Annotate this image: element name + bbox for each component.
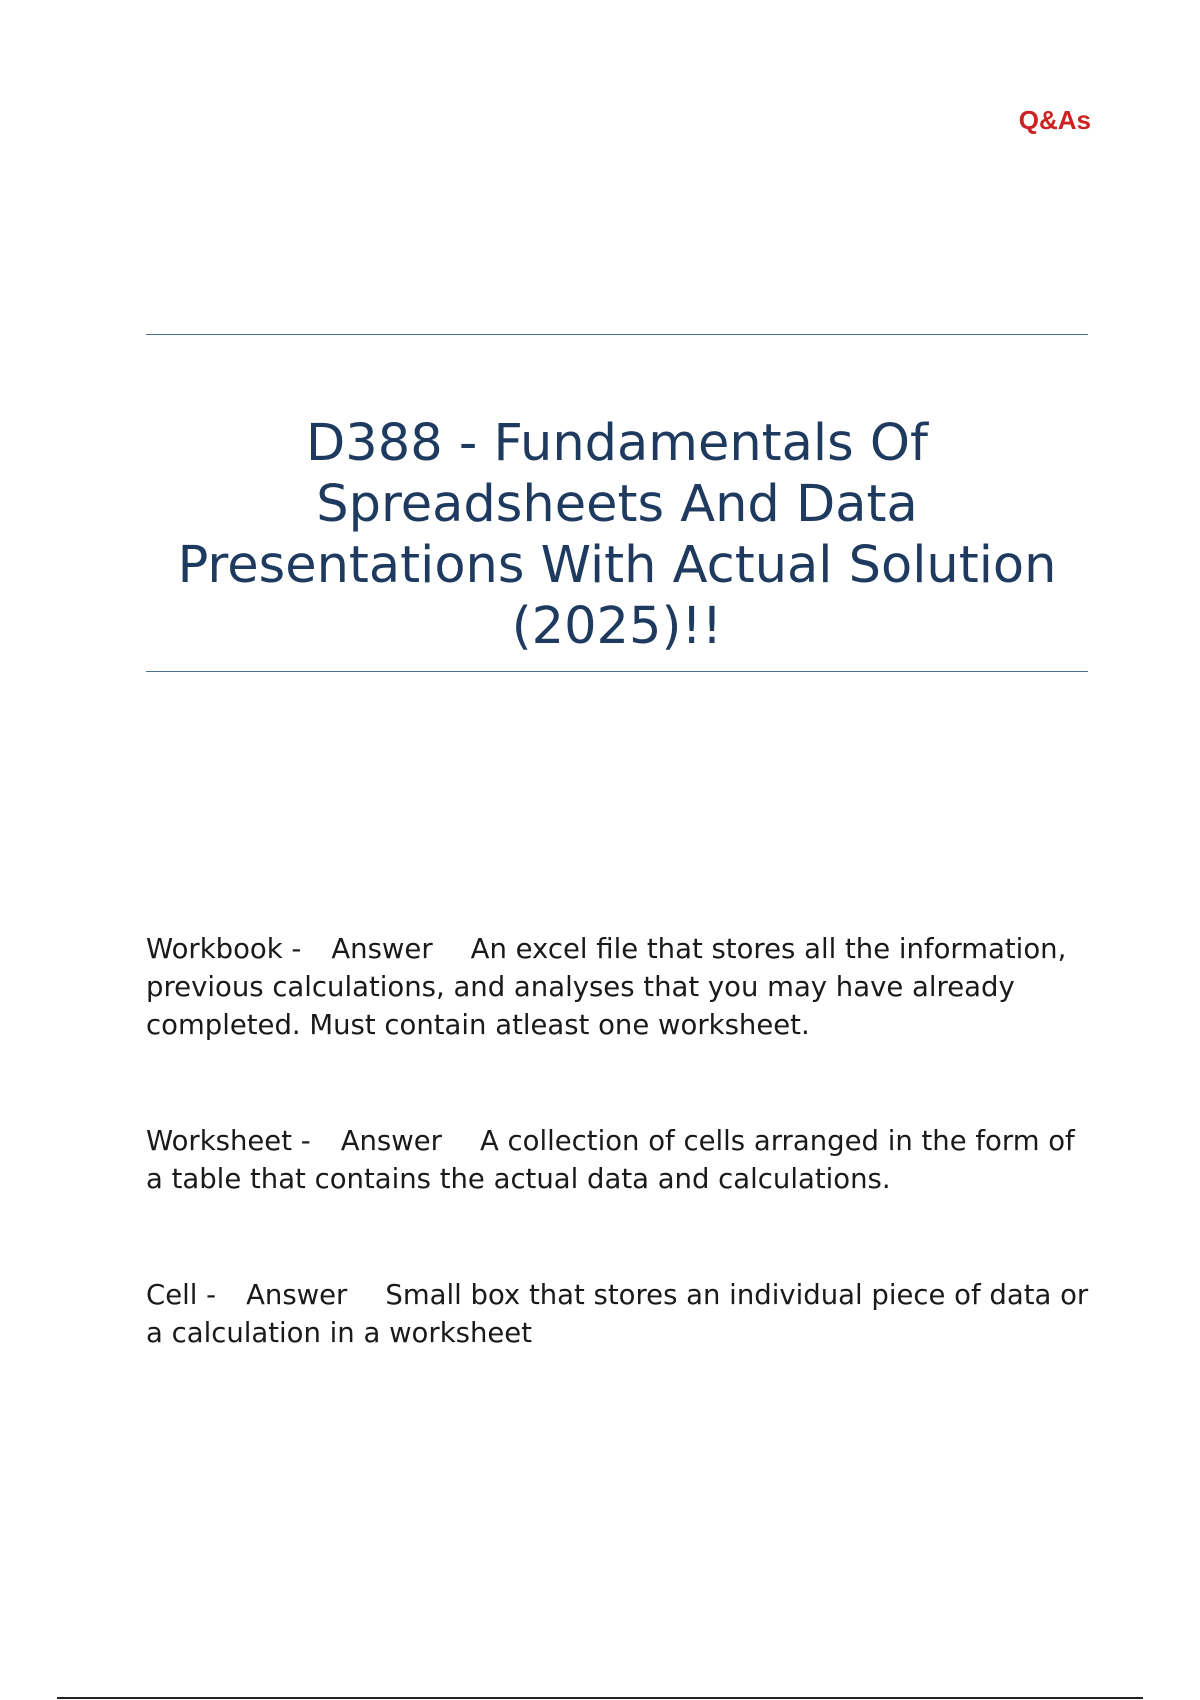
qa-term: Worksheet - (146, 1125, 311, 1157)
qa-answer-text: Small box that stores an individual piece of data or a calculation in a worksheet (146, 1279, 1089, 1349)
qa-term: Workbook - (146, 933, 302, 965)
title-bottom-rule (146, 671, 1088, 672)
qa-answer-text: An excel file that stores all the information, previous calculations, and analyses that you may have already completed. Must contain atleast one worksheet. (146, 933, 1067, 1041)
qa-item-worksheet (146, 1122, 1096, 1198)
qa-answer-text: A collection of cells arranged in the form of a table that contains the actual data and calculations. (146, 1125, 1075, 1195)
qa-item-cell (146, 1276, 1096, 1352)
qa-term: Cell - (146, 1279, 217, 1311)
qa-item-workbook (146, 930, 1096, 1044)
qa-answer-label: Answer (331, 933, 433, 965)
qa-answer-label: Answer (340, 1125, 442, 1157)
qa-answer-label: Answer (246, 1279, 348, 1311)
title-top-rule (146, 334, 1088, 335)
qas-badge: Q&As (1018, 105, 1091, 135)
document-title: D388 - Fundamentals Of Spreadsheets And Data Presentations With Actual Solution (2025)!! (177, 414, 1057, 656)
page-footer-rule (57, 1697, 1143, 1699)
